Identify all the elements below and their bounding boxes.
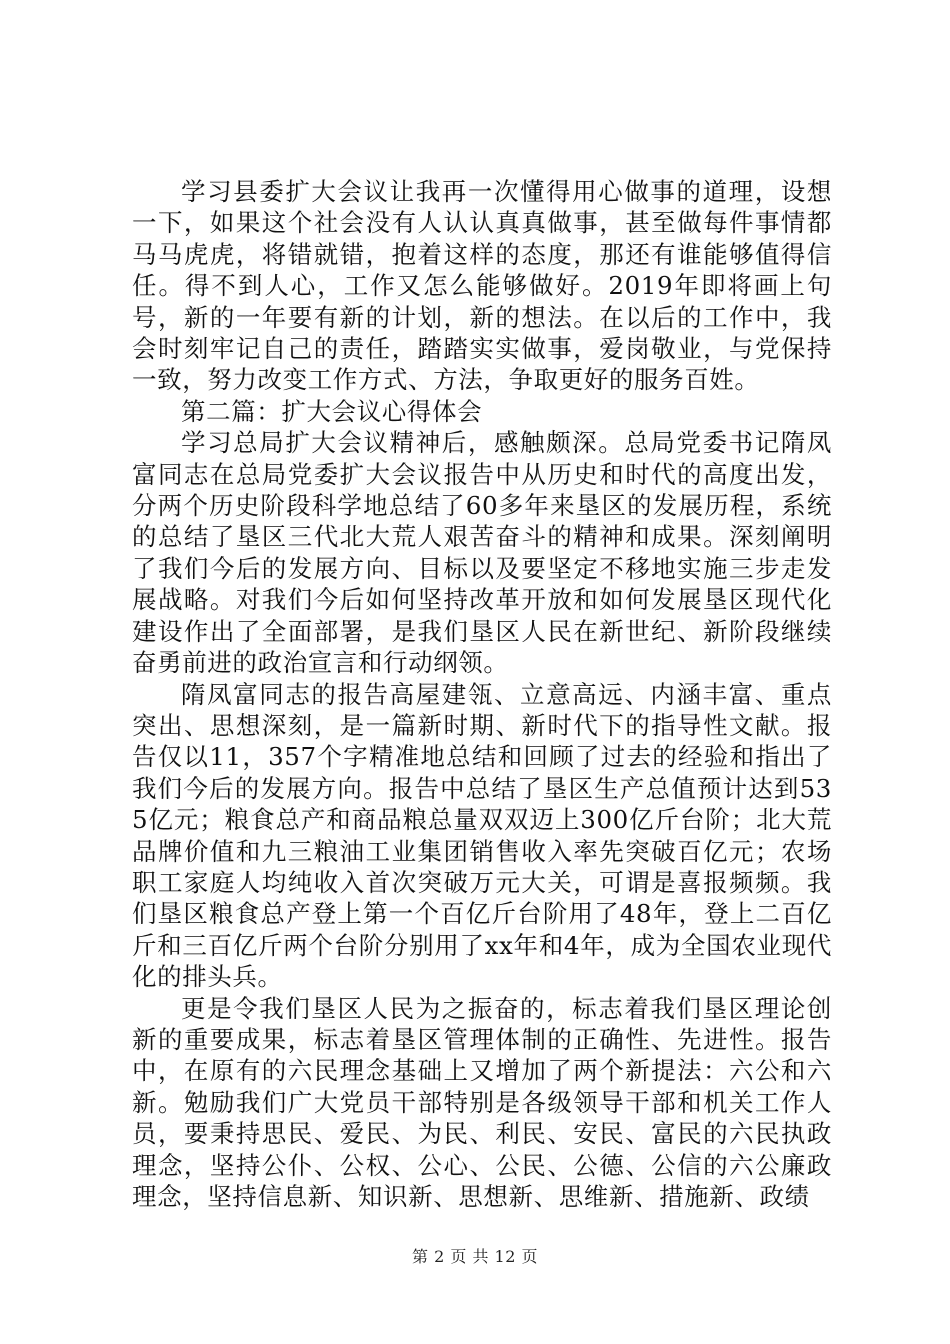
paragraph-3: 隋凤富同志的报告高屋建瓴、立意高远、内涵丰富、重点突出、思想深刻，是一篇新时期、新时代下的指导性文献。报告仅以11，357个字精准地总结和回顾了过去的经验和指出了我们今后的发展方向。报告中总结了垦区生产总值预计达到535亿元；粮食总产和商品粮总量双双迈上300亿斤台阶；北大荒品牌价值和九三粮油工业集团销售收入率先突破百亿元；农场职工家庭人均纯收入首次突破万元大关，可谓是喜报频频。我们垦区粮食总产登上第一个百亿斤台阶用了48年，登上二百亿斤和三百亿斤两个台阶分别用了xx年和4年，成为全国农业现代化的排头兵。 [132, 679, 832, 992]
paragraph-4: 更是令我们垦区人民为之振奋的，标志着我们垦区理论创新的重要成果，标志着垦区管理体制的正确性、先进性。报告中，在原有的六民理念基础上又增加了两个新提法：六公和六新。勉励我们广大党员干部特别是各级领导干部和机关工作人员，要秉持思民、爱民、为民、利民、安民、富民的六民执政理念，坚持公仆、公权、公心、公民、公德、公信的六公廉政理念，坚持信息新、知识新、思想新、思维新、措施新、政绩 [132, 993, 832, 1211]
page-number-footer: 第 2 页 共 12 页 [412, 1247, 538, 1266]
paragraph-1: 学习县委扩大会议让我再一次懂得用心做事的道理，设想一下，如果这个社会没有人认认真真做事，甚至做每件事情都马马虎虎，将错就错，抱着这样的态度，那还有谁能够值得信任。得不到人心，工作又怎么能够做好。2019年即将画上句号，新的一年要有新的计划，新的想法。在以后的工作中，我会时刻牢记自己的责任，踏踏实实做事，爱岗敬业，与党保持一致，努力改变工作方式、方法，争取更好的服务百姓。 [132, 177, 832, 395]
document-body [132, 176, 832, 1212]
section-heading: 第二篇：扩大会议心得体会 [181, 396, 483, 426]
paragraph-2: 学习总局扩大会议精神后，感触颇深。总局党委书记隋凤富同志在总局党委扩大会议报告中从历史和时代的高度出发，分两个历史阶段科学地总结了60多年来垦区的发展历程，系统的总结了垦区三代北大荒人艰苦奋斗的精神和成果。深刻阐明了我们今后的发展方向、目标以及要坚定不移地实施三步走发展战略。对我们今后如何坚持改革开放和如何发展垦区现代化建设作出了全面部署，是我们垦区人民在新世纪、新阶段继续奋勇前进的政治宣言和行动纲领。 [132, 428, 832, 678]
